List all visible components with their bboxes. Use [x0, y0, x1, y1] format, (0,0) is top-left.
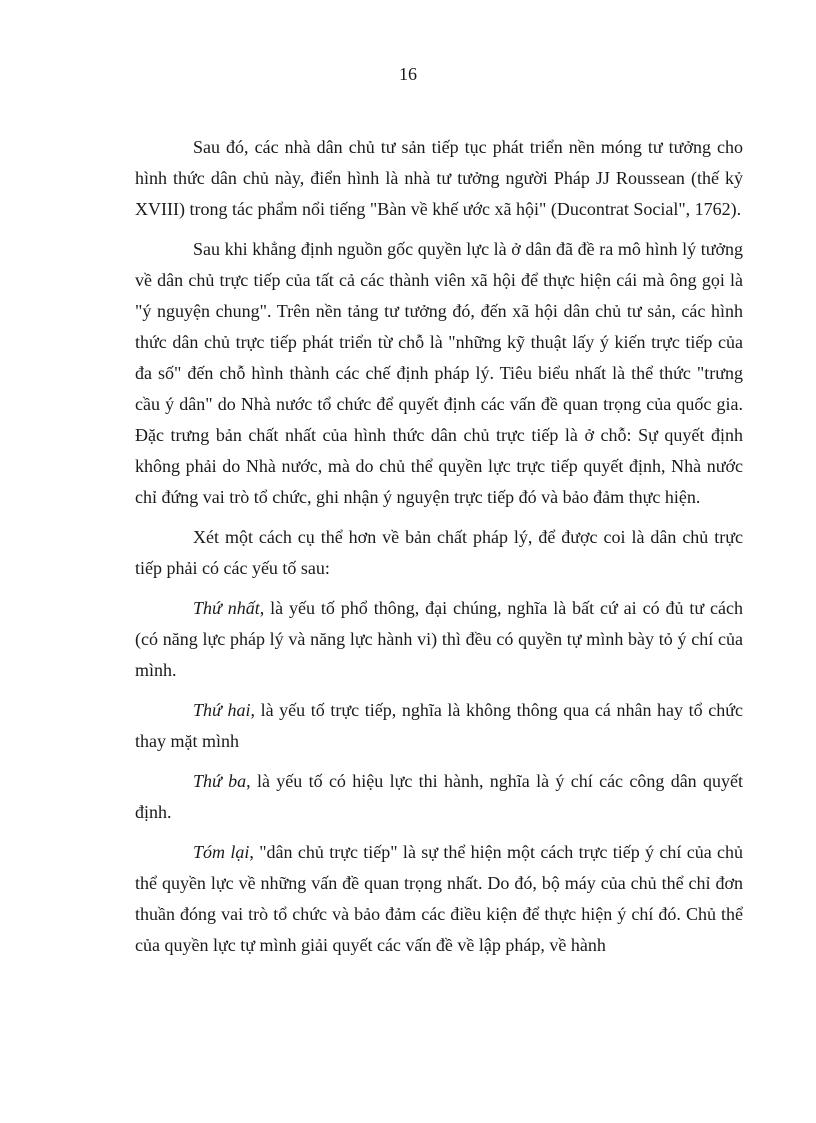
paragraph-text: Sau đó, các nhà dân chủ tư sản tiếp tục phát triển nền móng tư tưởng cho hình thức dân chủ này, điển hình là nhà tư tưởng người Pháp JJ Roussean (thế kỷ XVIII) trong tác phẩm nổi tiếng "Bàn về khế ước xã hội" (Ducontrat Social", 1762). — [135, 137, 743, 219]
paragraph-lead-term: Thứ hai — [193, 700, 251, 720]
paragraph-lead-term: Tóm lại — [193, 842, 250, 862]
paragraph — [135, 593, 743, 686]
paragraph-text: , là yếu tố có hiệu lực thi hành, nghĩa là ý chí các công dân quyết định. — [135, 771, 743, 822]
paragraph — [135, 837, 743, 961]
paragraph-text: Xét một cách cụ thể hơn về bản chất pháp lý, để được coi là dân chủ trực tiếp phải có các yếu tố sau: — [135, 527, 743, 578]
paragraph-text: , "dân chủ trực tiếp" là sự thể hiện một cách trực tiếp ý chí của chủ thể quyền lực về những vấn đề quan trọng nhất. Do đó, bộ máy của chủ thể chỉ đơn thuần đóng vai trò tổ chức và bảo đảm các điều kiện để thực hiện ý chí đó. Chủ thể của quyền lực tự mình giải quyết các vấn đề về lập pháp, về hành — [135, 842, 744, 955]
page-number: 16 — [399, 64, 417, 84]
paragraph-text: , là yếu tố trực tiếp, nghĩa là không thông qua cá nhân hay tổ chức thay mặt mình — [135, 700, 743, 751]
paragraph — [135, 522, 743, 584]
paragraph — [135, 132, 743, 225]
paragraph — [135, 695, 743, 757]
body-text — [135, 132, 743, 970]
paragraph — [135, 234, 743, 513]
paragraph-text: , là yếu tố phổ thông, đại chúng, nghĩa là bất cứ ai có đủ tư cách (có năng lực pháp lý và năng lực hành vi) thì đều có quyền tự mình bày tỏ ý chí của mình. — [135, 598, 743, 680]
paragraph-lead-term: Thứ ba — [193, 771, 247, 791]
paragraph-text: Sau khi khẳng định nguồn gốc quyền lực là ở dân đã đề ra mô hình lý tưởng về dân chủ trực tiếp của tất cả các thành viên xã hội để thực hiện cái mà ông gọi là "ý nguyện chung". Trên nền tảng tư tưởng đó, đến xã hội dân chủ tư sản, các hình thức dân chủ trực tiếp phát triển từ chỗ là "những kỹ thuật lấy ý kiến trực tiếp của đa số" đến chỗ hình thành các chế định pháp lý. Tiêu biểu nhất là thể thức "trưng cầu ý dân" do Nhà nước tổ chức để quyết định các vấn đề quan trọng của quốc gia. Đặc trưng bản chất nhất của hình thức dân chủ trực tiếp là ở chỗ: Sự quyết định không phải do Nhà nước, mà do chủ thể quyền lực trực tiếp quyết định, Nhà nước chỉ đứng vai trò tổ chức, ghi nhận ý nguyện trực tiếp đó và bảo đảm thực hiện. — [135, 239, 743, 507]
paragraph — [135, 766, 743, 828]
paragraph-lead-term: Thứ nhất — [193, 598, 260, 618]
